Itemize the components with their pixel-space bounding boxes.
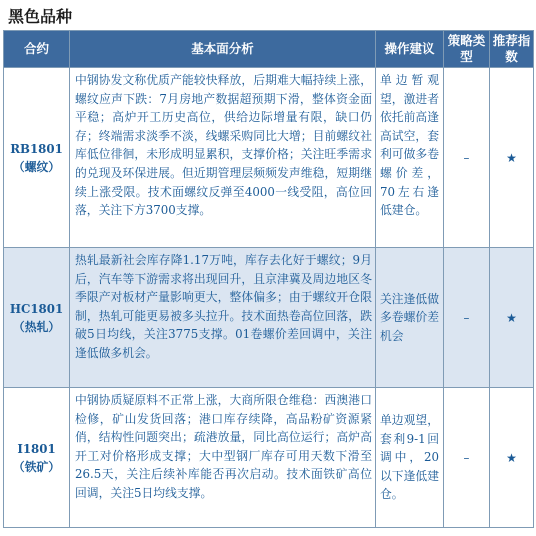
header-contract: 合约 [4, 31, 70, 68]
header-analysis: 基本面分析 [70, 31, 376, 68]
rating-star: ★ [490, 248, 534, 388]
rating-star: ★ [490, 68, 534, 248]
analysis-cell: 中钢协质疑原料不正常上涨，大商所限仓维稳：西澳港口检修，矿山发货回落；港口库存续降，高品粉矿资源紧俏，结构性问题突出；疏港放量，同比高位运行；高炉高开工对价格形成支撑；大中型钢厂库存可用天数下滑至26.5天，关注后续补库能否再次启动。技术面铁矿高位回调，关注5日均线支撑。 [70, 388, 376, 528]
advice-cell: 关注逢低做多卷螺价差机会 [376, 248, 444, 388]
analysis-cell: 中钢协发文称优质产能较快释放，后期难大幅持续上涨，螺纹应声下跌：7月房地产数据超预期下滑，整体资金面平稳；高炉开工历史高位，供给边际增量有限，缺口仍存；终端需求淡季不淡，线螺采购同比大增；目前螺纹社库低位徘徊，未形成明显累积，支撑价格；关注旺季需求的兑现及环保进展。但近期管理层频频发声维稳，短期继续上涨受限。技术面螺纹反弹至4000一线受阻，高位回落，关注下方3700支撑。 [70, 68, 376, 248]
table-row-i1801 [4, 388, 534, 528]
contract-code: I1801 [17, 441, 56, 456]
contract-code: RB1801 [10, 141, 63, 156]
advice-cell: 单边观望，套利9-1回调中，20以下逢低建仓。 [376, 388, 444, 528]
contract-name: （热轧） [12, 319, 61, 334]
table-row-hc1801 [4, 248, 534, 388]
contract-code: HC1801 [9, 301, 64, 316]
contract-name: （铁矿） [12, 459, 61, 474]
header-rating: 推荐指数 [490, 31, 534, 68]
contract-name: （螺纹） [12, 159, 61, 174]
section-title: 黑色品种 [8, 7, 73, 26]
strategy-type-cell: – [444, 68, 490, 248]
header-advice: 操作建议 [376, 31, 444, 68]
strategy-table [3, 30, 534, 528]
rating-star: ★ [490, 388, 534, 528]
analysis-cell: 热轧最新社会库存降1.17万吨，库存去化好于螺纹；9月后，汽车等下游需求将出现回升，且京津冀及周边地区冬季限产对板材产量影响更大，整体偏多；由于螺纹开仓限制，热轧可能更易被多头拉升。技术面热卷高位回落，跌破5日均线，关注3775支撑。01卷螺价差回调中，关注逢低做多机会。 [70, 248, 376, 388]
contract-cell [4, 68, 70, 248]
table-row-rb1801 [4, 68, 534, 248]
strategy-type-cell: – [444, 388, 490, 528]
contract-cell [4, 388, 70, 528]
table-header-row [4, 31, 534, 68]
header-strategy-type: 策略类型 [444, 31, 490, 68]
advice-cell: 单边暂观望，激进者依托前高逢高试空，套利可做多卷螺价差，70左右逢低建仓。 [376, 68, 444, 248]
strategy-type-cell: – [444, 248, 490, 388]
contract-cell [4, 248, 70, 388]
